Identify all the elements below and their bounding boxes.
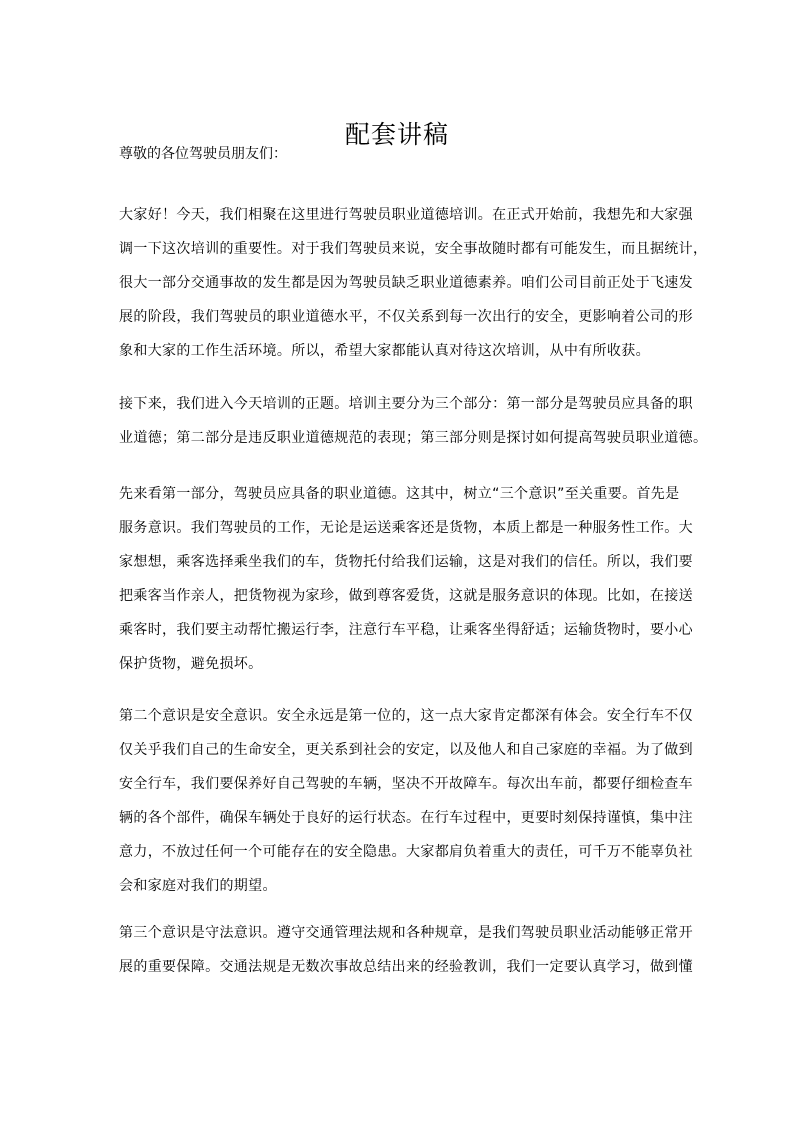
text-line: 展的阶段，我们驾驶员的职业道德水平，不仅关系到每一次出行的安全，更影响着公司的形 bbox=[119, 309, 693, 325]
text-line: 展的重要保障。交通法规是无数次事故总结出来的经验教训，我们一定要认真学习，做到懂 bbox=[119, 959, 693, 975]
text-line: 意力，不放过任何一个可能存在的安全隐患。大家都肩负着重大的责任，可千万不能辜负社 bbox=[119, 844, 693, 860]
text-line: 把乘客当作亲人，把货物视为家珍，做到尊客爱货，这就是服务意识的体现。比如，在接送 bbox=[119, 588, 693, 604]
text-line: 大家好！今天，我们相聚在这里进行驾驶员职业道德培训。在正式开始前，我想先和大家强 bbox=[119, 207, 693, 223]
paragraph-law-awareness bbox=[119, 916, 693, 984]
text-line: 乘客时，我们要主动帮忙搬运行李，注意行车平稳，让乘客坐得舒适；运输货物时，要小心 bbox=[119, 622, 693, 638]
text-line: 仅关乎我们自己的生命安全，更关系到社会的安定，以及他人和自己家庭的幸福。为了做到 bbox=[119, 742, 693, 758]
text-line: 家想想，乘客选择乘坐我们的车，货物托付给我们运输，这是对我们的信任。所以，我们要 bbox=[119, 554, 693, 570]
text-line: 接下来，我们进入今天培训的正题。培训主要分为三个部分：第一部分是驾驶员应具备的职 bbox=[119, 396, 693, 412]
paragraph-outline bbox=[119, 387, 708, 455]
text-line: 调一下这次培训的重要性。对于我们驾驶员来说，安全事故随时都有可能发生，而且据统计， bbox=[119, 241, 708, 257]
text-line: 先来看第一部分，驾驶员应具备的职业道德。这其中，树立“三个意识”至关重要。首先是 bbox=[119, 486, 680, 502]
paragraph-safety-awareness bbox=[119, 699, 693, 903]
text-line: 很大一部分交通事故的发生都是因为驾驶员缺乏职业道德素养。咱们公司目前正处于飞速发 bbox=[119, 275, 693, 291]
text-line: 象和大家的工作生活环境。所以，希望大家都能认真对待这次培训，从中有所收获。 bbox=[119, 343, 650, 359]
text-line: 会和家庭对我们的期望。 bbox=[119, 878, 277, 894]
text-line: 服务意识。我们驾驶员的工作，无论是运送乘客还是货物，本质上都是一种服务性工作。大 bbox=[119, 520, 693, 536]
text-line: 第二个意识是安全意识。安全永远是第一位的，这一点大家肯定都深有体会。安全行车不仅 bbox=[119, 708, 693, 724]
text-line: 安全行车，我们要保养好自己驾驶的车辆，坚决不开故障车。每次出车前，都要仔细检查车 bbox=[119, 776, 693, 792]
text-line: 保护货物，避免损坏。 bbox=[119, 656, 263, 672]
paragraph-intro bbox=[119, 198, 708, 368]
greeting-line: 尊敬的各位驾驶员朋友们： bbox=[119, 146, 287, 162]
document-title: 配套讲稿 bbox=[344, 119, 449, 149]
text-line: 业道德；第二部分是违反职业道德规范的表现；第三部分则是探讨如何提高驾驶员职业道德。 bbox=[119, 430, 708, 446]
paragraph-service-awareness bbox=[119, 477, 693, 681]
text-line: 辆的各个部件，确保车辆处于良好的运行状态。在行车过程中，更要时刻保持谨慎，集中注 bbox=[119, 810, 693, 826]
text-line: 第三个意识是守法意识。遵守交通管理法规和各种规章，是我们驾驶员职业活动能够正常开 bbox=[119, 925, 693, 941]
